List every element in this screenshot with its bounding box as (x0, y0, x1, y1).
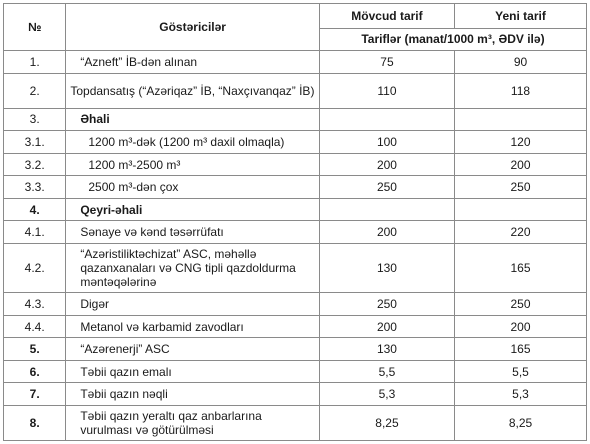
row-no: 3.2. (4, 153, 66, 176)
row-current: 130 (319, 243, 454, 292)
row-label: 2500 m³-dən çox (66, 176, 320, 199)
row-label: “Azneft” İB-dən alınan (66, 51, 320, 74)
row-label: 1200 m³-2500 m³ (66, 153, 320, 176)
table-row (4, 360, 587, 383)
row-label: Qeyri-əhali (66, 198, 320, 221)
row-new (455, 198, 587, 221)
row-current: 5,3 (319, 383, 454, 406)
row-no: 2. (4, 73, 66, 108)
row-label: Topdansatış (“Azəriqaz” İB, “Naxçıvanqaz” İB) (66, 73, 320, 108)
row-new: 220 (455, 221, 587, 244)
row-current: 250 (319, 176, 454, 199)
row-no: 4.2. (4, 243, 66, 292)
row-new: 250 (455, 176, 587, 199)
row-current: 200 (319, 315, 454, 338)
table-row (4, 108, 587, 131)
table-row (4, 153, 587, 176)
row-current: 110 (319, 73, 454, 108)
tariff-table-container (3, 3, 587, 441)
row-label: Əhali (66, 108, 320, 131)
tariff-table (3, 3, 587, 441)
row-current: 75 (319, 51, 454, 74)
row-new: 120 (455, 131, 587, 154)
table-row (4, 221, 587, 244)
row-label: Təbii qazın emalı (66, 360, 320, 383)
row-label: Təbii qazın yeraltı qaz anbarlarına vurulması və götürülməsi (66, 406, 320, 441)
header-no: № (4, 4, 66, 51)
row-current: 100 (319, 131, 454, 154)
header-row (4, 4, 587, 29)
row-no: 3.1. (4, 131, 66, 154)
table-row (4, 315, 587, 338)
row-label: 1200 m³-dək (1200 m³ daxil olmaqla) (66, 131, 320, 154)
row-no: 4.1. (4, 221, 66, 244)
row-new: 5,5 (455, 360, 587, 383)
row-current (319, 108, 454, 131)
row-current: 5,5 (319, 360, 454, 383)
table-row (4, 73, 587, 108)
row-current: 200 (319, 153, 454, 176)
row-current: 200 (319, 221, 454, 244)
table-row (4, 51, 587, 74)
row-no: 1. (4, 51, 66, 74)
row-no: 4.3. (4, 293, 66, 316)
row-label: Sənaye və kənd təsərrüfatı (66, 221, 320, 244)
row-new: 90 (455, 51, 587, 74)
table-row (4, 406, 587, 441)
row-no: 5. (4, 338, 66, 361)
row-no: 4. (4, 198, 66, 221)
table-row (4, 243, 587, 292)
row-label: “Azəristiliktəchizat” ASC, məhəllə qazanxanaları və CNG tipli qazdoldurma məntəqələrinə (66, 243, 320, 292)
row-new: 200 (455, 315, 587, 338)
row-label: “Azərenerji” ASC (66, 338, 320, 361)
row-no: 3.3. (4, 176, 66, 199)
row-current: 8,25 (319, 406, 454, 441)
header-new: Yeni tarif (455, 4, 587, 29)
header-unit: Tariflər (manat/1000 m³, ƏDV ilə) (319, 28, 586, 51)
table-row (4, 293, 587, 316)
row-new (455, 108, 587, 131)
row-no: 7. (4, 383, 66, 406)
row-label: Digər (66, 293, 320, 316)
table-row (4, 131, 587, 154)
row-current: 130 (319, 338, 454, 361)
row-new: 250 (455, 293, 587, 316)
row-current: 250 (319, 293, 454, 316)
table-row (4, 338, 587, 361)
row-current (319, 198, 454, 221)
row-no: 4.4. (4, 315, 66, 338)
header-current: Mövcud tarif (319, 4, 454, 29)
row-no: 6. (4, 360, 66, 383)
table-row (4, 198, 587, 221)
header-indicators: Göstəricilər (66, 4, 320, 51)
row-new: 118 (455, 73, 587, 108)
row-no: 3. (4, 108, 66, 131)
table-row (4, 176, 587, 199)
row-label: Təbii qazın nəqli (66, 383, 320, 406)
table-row (4, 383, 587, 406)
row-new: 8,25 (455, 406, 587, 441)
row-new: 5,3 (455, 383, 587, 406)
row-new: 165 (455, 243, 587, 292)
row-no: 8. (4, 406, 66, 441)
row-label: Metanol və karbamid zavodları (66, 315, 320, 338)
row-new: 165 (455, 338, 587, 361)
row-new: 200 (455, 153, 587, 176)
